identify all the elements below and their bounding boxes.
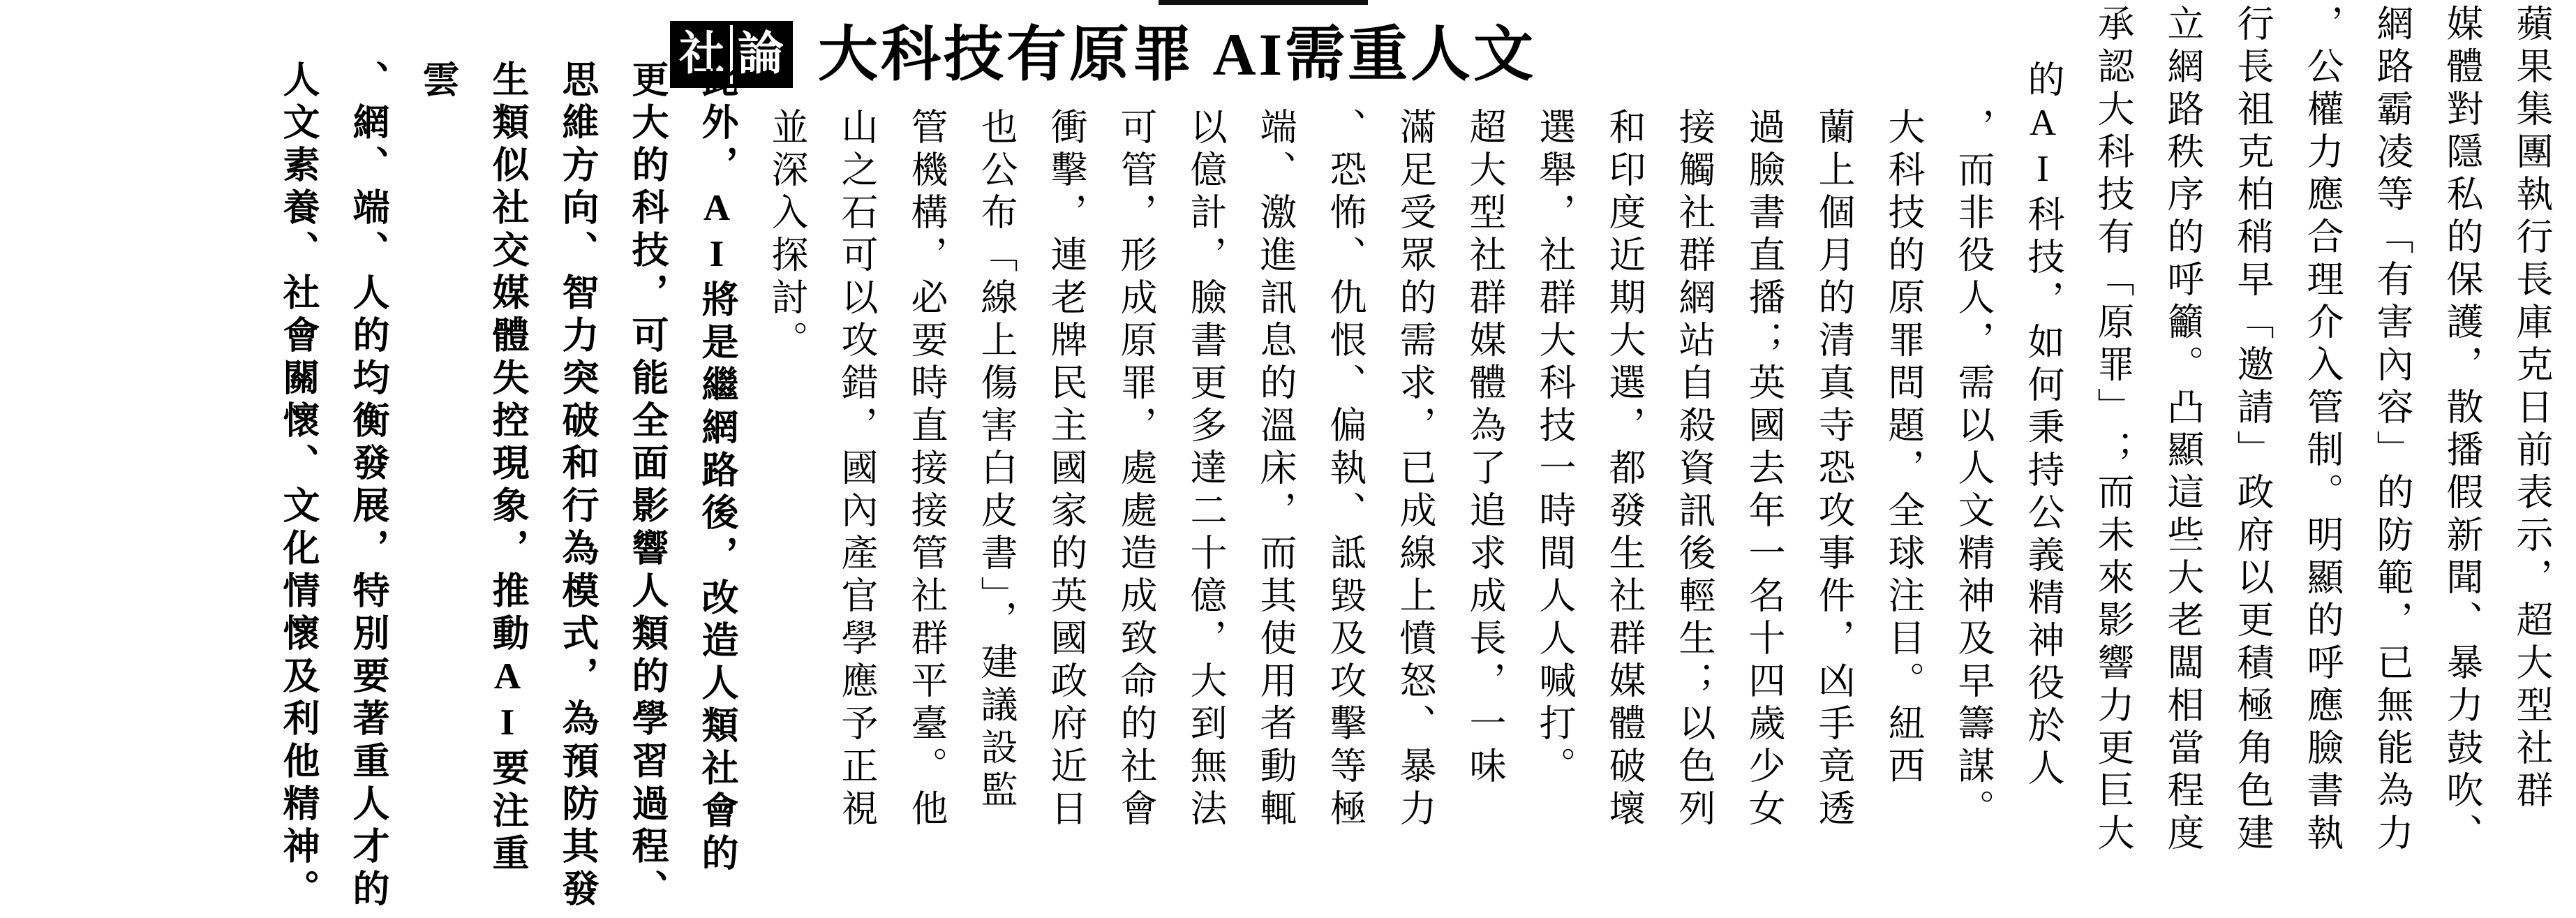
column-3: 網路霸凌等「有害內容」的防範，已無能為力 — [2372, 4, 2412, 856]
column-23: 也公布「線上傷害白皮書」，建議設監 — [976, 108, 1016, 813]
column-17: 滿足受眾的需求，已成線上憤怒、暴力 — [1394, 108, 1435, 831]
column-28: 更大的科技，可能全面影響人類的學習過程、 — [627, 60, 667, 912]
column-2: 媒體對隱私的保護，散播假新聞、暴力鼓吹、 — [2441, 4, 2482, 856]
column-19: 端、激進訊息的溫床，而其使用者動輒 — [1255, 108, 1295, 831]
column-18: 、恐怖、仇恨、偏執、詆毀及攻擊等極 — [1325, 108, 1365, 831]
column-26: 並深入探討。 — [766, 108, 807, 363]
column-24: 管機構，必要時直接接管社群平臺。他 — [906, 108, 946, 831]
badge-char-2: 論 — [730, 25, 789, 84]
column-4: ，公權力應合理介入管制。明顯的呼應臉書執 — [2302, 4, 2342, 856]
column-25: 山之石可以攻錯，國內產官學應予正視 — [836, 108, 877, 831]
headline-title: 大科技有原罪 AI需重人文 — [818, 21, 1537, 88]
column-1: 蘋果集團執行長庫克日前表示，超大型社群 — [2511, 4, 2552, 813]
column-31: 、網、端、人的均衡發展，特別要著重人才的 — [348, 60, 388, 912]
column-29: 思維方向、智力突破和行為模式，為預防其發 — [557, 60, 597, 912]
column-6: 立網路秩序的呼籲。凸顯這些大老闆相當程度 — [2162, 4, 2203, 856]
column-21: 可管，形成原罪，處處造成致命的社會 — [1115, 108, 1156, 831]
badge-char-1: 社 — [674, 25, 730, 84]
column-30: 生類似社交媒體失控現象，推動AI要注重雲 — [417, 60, 528, 876]
column-16: 超大型社群媒體為了追求成長，一味 — [1464, 108, 1505, 789]
column-32: 人文素養、社會關懷、文化情懷及利他精神。 — [278, 60, 318, 912]
column-22: 衝擊，連老牌民主國家的英國政府近日 — [1045, 108, 1086, 831]
column-8: 的AI科技，如何秉持公義精神役於人 — [2023, 60, 2063, 791]
column-27: 此外，AI將是繼網路後，改造人類社會的 — [697, 60, 737, 876]
column-11: 蘭上個月的清真寺恐攻事件，凶手竟透 — [1813, 108, 1854, 831]
column-10: 大科技的原罪問題，全球注目。紐西 — [1883, 108, 1923, 789]
column-9: ，而非役人，需以人文精神及早籌謀。 — [1953, 108, 1993, 831]
column-14: 和印度近期大選，都發生社群媒體破壞 — [1604, 108, 1644, 831]
column-7: 承認大科技有「原罪」；而未來影響力更巨大 — [2092, 4, 2133, 856]
column-13: 接觸社群網站自殺資訊後輕生；以色列 — [1674, 108, 1714, 831]
column-5: 行長祖克柏稍早「邀請」政府以更積極角色建 — [2232, 4, 2272, 856]
column-15: 選舉，社群大科技一時間人人喊打。 — [1534, 108, 1574, 789]
column-20: 以億計，臉書更多達二十億，大到無法 — [1185, 108, 1226, 831]
column-12: 過臉書直播；英國去年一名十四歲少女 — [1743, 108, 1784, 831]
